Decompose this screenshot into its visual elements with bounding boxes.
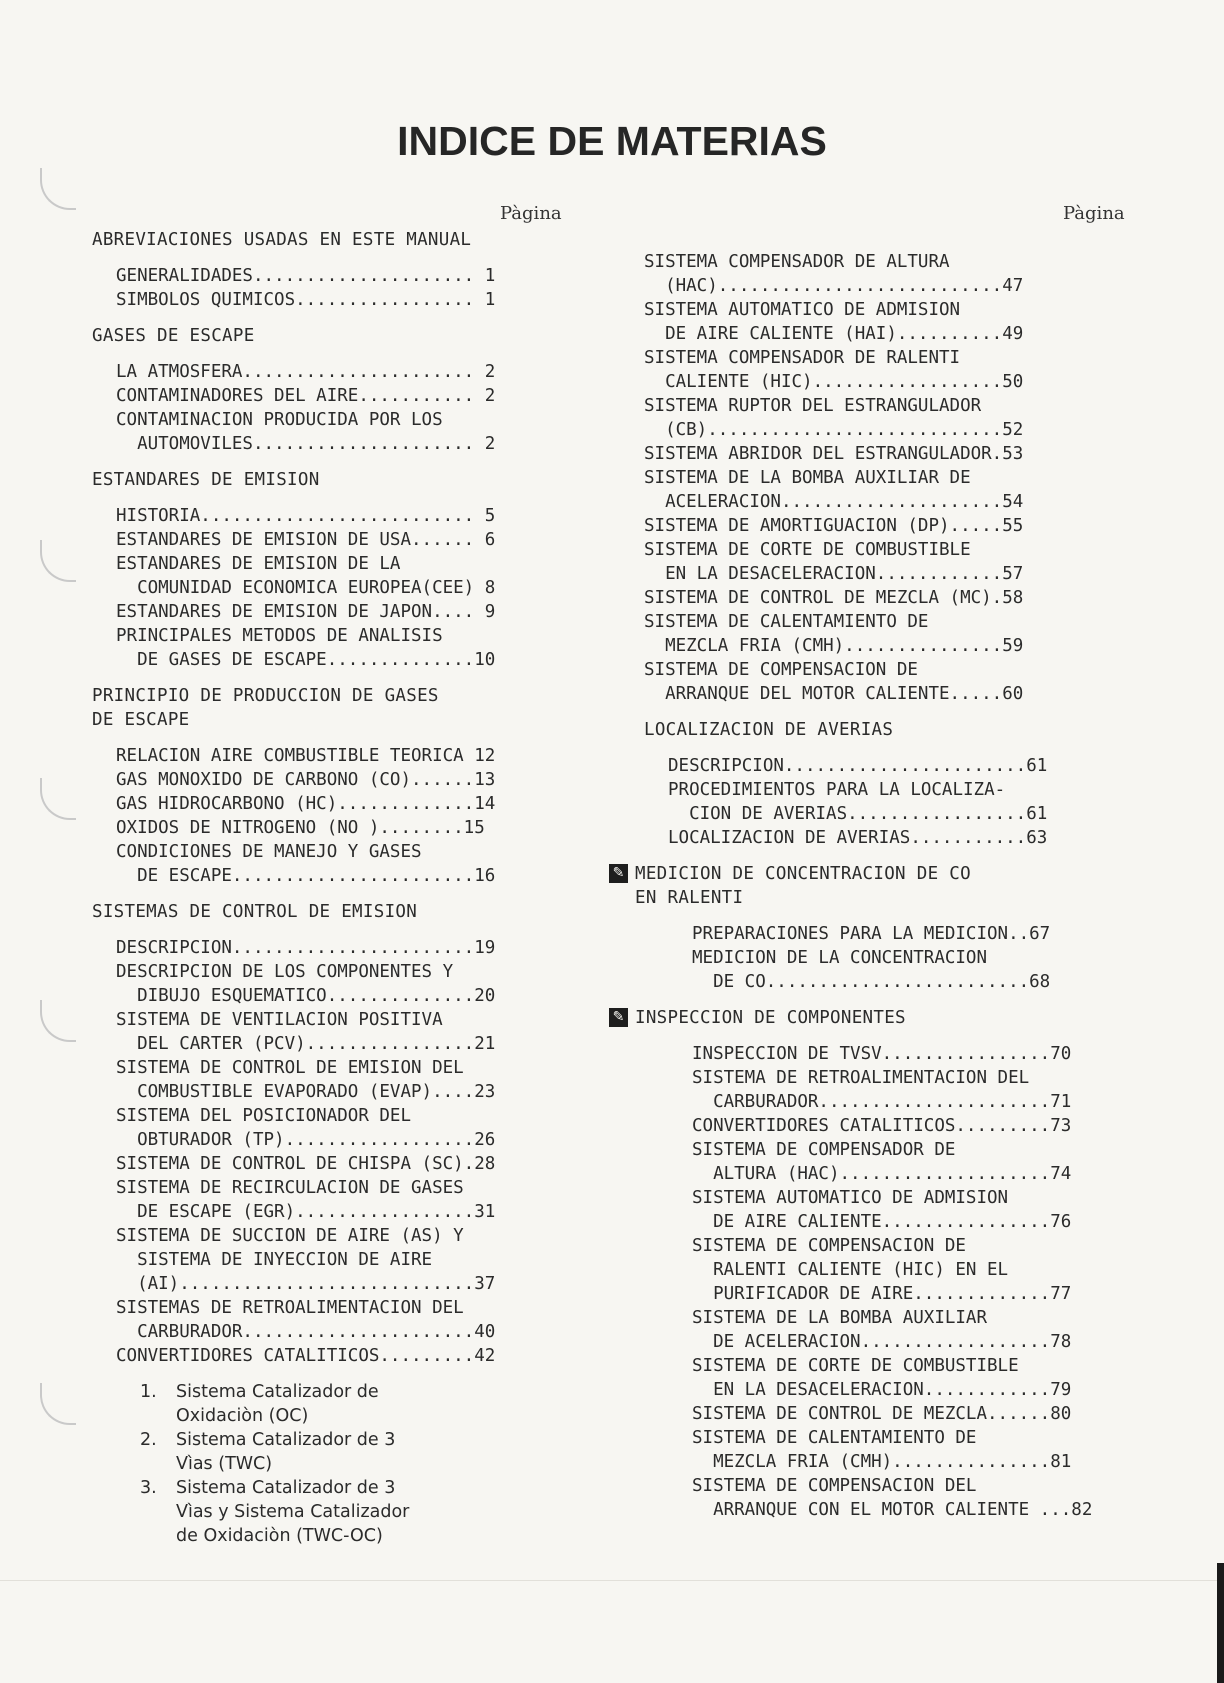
entry-list [644,250,1124,706]
section-heading: MEDICION DE CONCENTRACION DE CO EN RALENTI [635,864,971,908]
tool-icon: ✎ [609,864,628,883]
toc-entry: EN LA DESACELERACION............57 [644,564,1024,584]
scan-edge-mark [1217,1563,1224,1683]
toc-entry: SISTEMA DE LA BOMBA AUXILIAR [692,1308,988,1328]
toc-entry: GAS HIDROCARBONO (HC).............14 [116,794,496,814]
toc-entry: DE GASES DE ESCAPE..............10 [116,650,496,670]
toc-entry: SISTEMA DEL POSICIONADOR DEL [116,1106,412,1126]
toc-entry: SISTEMAS DE RETROALIMENTACION DEL [116,1298,464,1318]
toc-entry: ARRANQUE DEL MOTOR CALIENTE.....60 [644,684,1024,704]
toc-entry: (CB)............................52 [644,420,1024,440]
scan-line [0,1580,1224,1581]
toc-entry: AUTOMOVILES..................... 2 [116,434,496,454]
toc-entry: SISTEMA AUTOMATICO DE ADMISION [692,1188,1009,1208]
toc-entry: GAS MONOXIDO DE CARBONO (CO)......13 [116,770,496,790]
entry-list [92,264,572,312]
toc-entry: SISTEMA DE RETROALIMENTACION DEL [692,1068,1030,1088]
section-heading-row [612,862,1124,922]
toc-entry: SISTEMA DE CALENTAMIENTO DE [644,612,929,632]
numbered-item [140,1476,572,1548]
toc-entry: SISTEMA DE AMORTIGUACION (DP).....55 [644,516,1024,536]
toc-entry: DESCRIPCION DE LOS COMPONENTES Y [116,962,454,982]
toc-entry: DE AIRE CALIENTE................76 [692,1212,1072,1232]
toc-entry: SISTEMA DE VENTILACION POSITIVA [116,1010,443,1030]
binder-hole-mark [40,168,76,210]
toc-entry: SISTEMA DE CONTROL DE EMISION DEL [116,1058,464,1078]
entry-list [92,936,572,1368]
toc-entry: PURIFICADOR DE AIRE.............77 [692,1284,1072,1304]
toc-entry: CONTAMINADORES DEL AIRE........... 2 [116,386,496,406]
toc-entry: OXIDOS DE NITROGENO (NO )........15 [116,818,485,838]
toc-entry: SISTEMA DE CORTE DE COMBUSTIBLE [644,540,971,560]
toc-entry: DE ACELERACION..................78 [692,1332,1072,1352]
toc-entry: RELACION AIRE COMBUSTIBLE TEORICA 12 [116,746,496,766]
toc-entry: ACELERACION.....................54 [644,492,1024,512]
toc-entry: SISTEMA DE RECIRCULACION DE GASES [116,1178,464,1198]
binder-hole-mark [40,1000,76,1042]
toc-entry: SISTEMA DE INYECCION DE AIRE [116,1250,433,1270]
toc-entry: DESCRIPCION.......................61 [668,756,1048,776]
toc-section [612,862,1124,994]
toc-entry: SIMBOLOS QUIMICOS................. 1 [116,290,496,310]
toc-section [92,684,572,888]
toc-entry: OBTURADOR (TP)..................26 [116,1130,496,1150]
toc-entry: DE AIRE CALIENTE (HAI)..........49 [644,324,1024,344]
toc-entry: INSPECCION DE TVSV................70 [692,1044,1072,1064]
entry-list [92,744,572,888]
section-heading: SISTEMAS DE CONTROL DE EMISION [92,902,418,922]
page-column-label-left: Pàgina [500,203,562,224]
toc-entry: CONDICIONES DE MANEJO Y GASES [116,842,422,862]
numbered-item [140,1380,572,1428]
item-text: Sistema Catalizador de 3 Vìas (TWC) [176,1430,396,1474]
toc-entry: ALTURA (HAC)....................74 [692,1164,1072,1184]
toc-entry: CONVERTIDORES CATALITICOS.........42 [116,1346,496,1366]
toc-entry: (HAC)...........................47 [644,276,1024,296]
toc-entry: LOCALIZACION DE AVERIAS...........63 [668,828,1048,848]
binder-hole-mark [40,778,76,820]
toc-entry: SISTEMA ABRIDOR DEL ESTRANGULADOR.53 [644,444,1024,464]
item-number: 2. [140,1430,157,1450]
item-number: 3. [140,1478,157,1498]
binder-hole-mark [40,1383,76,1425]
toc-entry: ESTANDARES DE EMISION DE USA...... 6 [116,530,496,550]
toc-entry: MEZCLA FRIA (CMH)...............81 [692,1452,1072,1472]
section-heading-row [612,1006,1124,1042]
binder-hole-mark [40,540,76,582]
toc-entry: SISTEMA DE CONTROL DE CHISPA (SC).28 [116,1154,496,1174]
toc-entry: MEZCLA FRIA (CMH)...............59 [644,636,1024,656]
section-heading: GASES DE ESCAPE [92,326,255,346]
item-text: Sistema Catalizador de 3 Vìas y Sistema Catalizador de Oxidaciòn (TWC-OC) [176,1478,410,1546]
entry-list [644,1042,1124,1522]
entry-list [644,922,1124,994]
toc-section [92,468,572,672]
toc-section [644,718,1124,850]
toc-entry: (AI)............................37 [116,1274,496,1294]
toc-entry: SISTEMA COMPENSADOR DE RALENTI [644,348,961,368]
toc-entry: DE ESCAPE.......................16 [116,866,496,886]
toc-entry: RALENTI CALIENTE (HIC) EN EL [692,1260,1009,1280]
toc-entry: SISTEMA COMPENSADOR DE ALTURA [644,252,950,272]
toc-entry: SISTEMA DE COMPENSACION DEL [692,1476,977,1496]
toc-entry: EN LA DESACELERACION............79 [692,1380,1072,1400]
toc-entry: SISTEMA DE COMPENSADOR DE [692,1140,956,1160]
section-heading: ABREVIACIONES USADAS EN ESTE MANUAL [92,230,472,250]
toc-entry: SISTEMA DE LA BOMBA AUXILIAR DE [644,468,971,488]
numbered-item [140,1428,572,1476]
toc-section [644,250,1124,706]
toc-section [92,324,572,456]
toc-section [92,900,572,1548]
toc-entry: PREPARACIONES PARA LA MEDICION..67 [692,924,1051,944]
toc-entry: MEDICION DE LA CONCENTRACION [692,948,988,968]
toc-entry: DE ESCAPE (EGR).................31 [116,1202,496,1222]
section-heading: ESTANDARES DE EMISION [92,470,320,490]
toc-entry: SISTEMA DE CONTROL DE MEZCLA (MC).58 [644,588,1024,608]
toc-entry: DEL CARTER (PCV)................21 [116,1034,496,1054]
toc-entry: COMBUSTIBLE EVAPORADO (EVAP)....23 [116,1082,496,1102]
toc-entry: PRINCIPALES METODOS DE ANALISIS [116,626,443,646]
toc-entry: SISTEMA AUTOMATICO DE ADMISION [644,300,961,320]
toc-entry: DIBUJO ESQUEMATICO..............20 [116,986,496,1006]
toc-entry: GENERALIDADES..................... 1 [116,266,496,286]
toc-entry: ARRANQUE CON EL MOTOR CALIENTE ...82 [692,1500,1093,1520]
toc-section [612,1006,1124,1522]
section-heading: INSPECCION DE COMPONENTES [635,1008,906,1028]
entry-list [644,754,1124,850]
entry-list [92,504,572,672]
toc-entry: PROCEDIMIENTOS PARA LA LOCALIZA- [668,780,1006,800]
toc-entry: CALIENTE (HIC)..................50 [644,372,1024,392]
entry-list [92,360,572,456]
toc-right-column [612,250,1124,1534]
toc-entry: SISTEMA DE CALENTAMIENTO DE [692,1428,977,1448]
toc-entry: HISTORIA.......................... 5 [116,506,496,526]
tool-icon: ✎ [609,1008,628,1027]
toc-entry: SISTEMA DE SUCCION DE AIRE (AS) Y [116,1226,464,1246]
section-heading: LOCALIZACION DE AVERIAS [644,720,894,740]
toc-entry: CONVERTIDORES CATALITICOS.........73 [692,1116,1072,1136]
item-text: Sistema Catalizador de Oxidaciòn (OC) [176,1382,379,1426]
toc-entry: CONTAMINACION PRODUCIDA POR LOS [116,410,443,430]
toc-entry: LA ATMOSFERA...................... 2 [116,362,496,382]
toc-section [92,228,572,312]
page-column-label-right: Pàgina [1063,203,1125,224]
page-title: INDICE DE MATERIAS [397,118,827,164]
toc-entry: ESTANDARES DE EMISION DE LA [116,554,401,574]
toc-entry: CION DE AVERIAS.................61 [668,804,1048,824]
toc-entry: SISTEMA DE CORTE DE COMBUSTIBLE [692,1356,1019,1376]
toc-entry: DESCRIPCION.......................19 [116,938,496,958]
toc-entry: ESTANDARES DE EMISION DE JAPON.... 9 [116,602,496,622]
toc-entry: SISTEMA DE COMPENSACION DE [644,660,918,680]
toc-entry: COMUNIDAD ECONOMICA EUROPEA(CEE) 8 [116,578,496,598]
toc-entry: DE CO.........................68 [692,972,1051,992]
toc-entry: SISTEMA DE CONTROL DE MEZCLA......80 [692,1404,1072,1424]
numbered-list [140,1380,572,1548]
toc-entry: CARBURADOR......................40 [116,1322,496,1342]
toc-entry: CARBURADOR......................71 [692,1092,1072,1112]
section-heading: PRINCIPIO DE PRODUCCION DE GASES DE ESCAPE [92,686,439,730]
toc-entry: SISTEMA DE COMPENSACION DE [692,1236,966,1256]
toc-left-column [92,228,572,1548]
toc-entry: SISTEMA RUPTOR DEL ESTRANGULADOR [644,396,982,416]
item-number: 1. [140,1382,157,1402]
